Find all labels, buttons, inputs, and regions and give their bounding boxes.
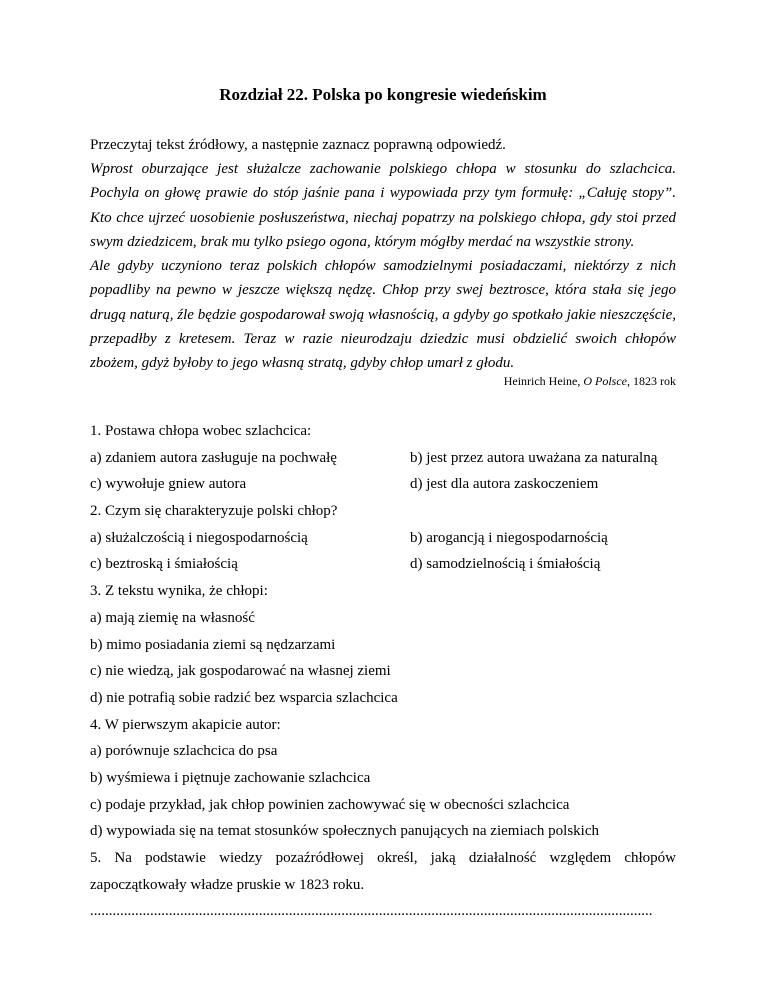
question-2-prompt: 2. Czym się charakteryzuje polski chłop? [90, 503, 338, 520]
page-title: Rozdział 22. Polska po kongresie wiedeńskim [219, 85, 547, 104]
q2-option-a[interactable]: a) służalczością i niegospodarnością [90, 529, 308, 546]
question-2-answers-cd [90, 551, 676, 578]
question-2-answers-ab [90, 525, 676, 552]
q2-option-d[interactable]: d) samodzielnością i śmiałością [410, 556, 601, 573]
question-3-prompt: 3. Z tekstu wynika, że chłopi: [90, 583, 268, 600]
question-1-answers-cd [90, 471, 676, 498]
source-citation [90, 373, 676, 389]
q3-option-b[interactable]: b) mimo posiadania ziemi są nędzarzami [90, 636, 336, 653]
q1-option-c[interactable]: c) wywołuje gniew autora [90, 476, 247, 493]
source-paragraph-2: Ale gdyby uczyniono teraz polskich chłopów samodzielnymi posiadaczami, niektórzy z nich popadliby na pewno w jeszcze większą nędzę. Chłop przy swej beztrosce, która stała się jego drugą naturą, źle będzie gospodarował swoją własnością, a gdyby go spotkało jakie nieszczęście, przepadłby z kretesem. Teraz w razie nieurodzaju dziedzic musi obdzielić swoich chłopów zbożem, gdyż byłoby to jego własną stratą, gdyby chłop umarł z głodu. [90, 258, 676, 372]
answer-line[interactable]: ...................................................................................................................................................... [90, 903, 653, 920]
question-4-prompt: 4. W pierwszym akapicie autor: [90, 716, 281, 733]
question-1-prompt: 1. Postawa chłopa wobec szlachcica: [90, 423, 312, 439]
q2-option-c[interactable]: c) beztroską i śmiałością [90, 556, 238, 573]
q1-option-a[interactable]: a) zdaniem autora zasługuje na pochwałę [90, 449, 337, 466]
q3-option-c[interactable]: c) nie wiedzą, jak gospodarować na własnej ziemi [90, 663, 391, 680]
q3-option-d[interactable]: d) nie potrafią sobie radzić bez wsparcia szlachcica [90, 689, 398, 706]
question-1-answers-ab [90, 445, 676, 472]
q3-option-a[interactable]: a) mają ziemię na własność [90, 609, 255, 626]
q2-option-b[interactable]: b) arogancją i niegospodarnością [410, 529, 608, 546]
q4-option-a[interactable]: a) porównuje szlachcica do psa [90, 743, 278, 760]
q1-option-b[interactable]: b) jest przez autora uważana za naturalną [410, 449, 658, 466]
source-paragraph-1: Wprost oburzające jest służalcze zachowanie polskiego chłopa w stosunku do szlachcica. Pochyla on głowę prawie do stóp jaśnie pana i wypowiada przy tym formułę: „Całuję stopy”. Kto chce ujrzeć uosobienie posłuszeństwa, niechaj popatrzy na polskiego chłopa, gdy stoi przed swym dziedzicem, brak mu tylko psiego ogona, którym mógłby merdać na wszystkie strony. [90, 161, 676, 250]
citation-author: Heinrich Heine, [503, 374, 584, 388]
instruction-text: Przeczytaj tekst źródłowy, a następnie zaznacz poprawną odpowiedź. [90, 137, 506, 153]
question-5-prompt: 5. Na podstawie wiedzy pozaźródłowej określ, jaką działalność względem chłopów zapoczątkowały władze pruskie w 1823 roku. [90, 850, 676, 893]
source-text [90, 157, 676, 376]
q4-option-c[interactable]: c) podaje przykład, jak chłop powinien zachowywać się w obecności szlachcica [90, 796, 570, 813]
citation-work: O Polsce [583, 374, 627, 388]
q1-option-d[interactable]: d) jest dla autora zaskoczeniem [410, 476, 599, 493]
q4-option-b[interactable]: b) wyśmiewa i piętnuje zachowanie szlachcica [90, 769, 371, 786]
citation-year: , 1823 rok [627, 374, 676, 388]
questions-section [90, 418, 676, 924]
q4-option-d[interactable]: d) wypowiada się na temat stosunków społecznych panujących na ziemiach polskich [90, 823, 600, 840]
